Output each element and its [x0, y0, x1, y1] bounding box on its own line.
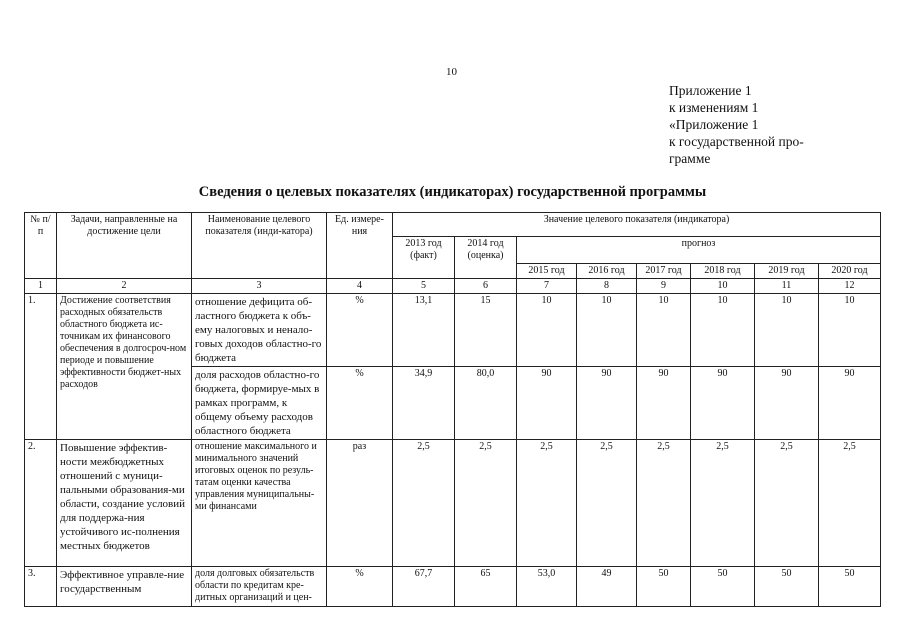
table-row	[25, 567, 881, 607]
indicator-name: доля долговых обязательств области по кредитам кре-дитных организаций и цен-	[192, 567, 327, 607]
header-task: Задачи, направленные на достижение цели	[57, 213, 192, 279]
column-number: 8	[577, 279, 637, 294]
column-number: 11	[755, 279, 819, 294]
page-number: 10	[446, 66, 457, 78]
indicator-name: отношение максимального и минимального значений итоговых оценок по резуль-татам оценки качества управления муниципальны-ми финансами	[192, 440, 327, 567]
row-number: 2.	[25, 440, 57, 567]
forecast-value: 2,5	[517, 440, 577, 567]
forecast-value: 2,5	[691, 440, 755, 567]
appendix-line: к государственной про-	[669, 134, 804, 149]
forecast-value: 53,0	[517, 567, 577, 607]
forecast-value: 10	[755, 294, 819, 367]
forecast-value: 10	[577, 294, 637, 367]
forecast-value: 2,5	[577, 440, 637, 567]
unit-cell: %	[327, 294, 393, 367]
indicator-name: отношение дефицита об-ластного бюджета к объ-ему налоговых и ненало-говых доходов областно-го бюджета	[192, 294, 327, 367]
column-number: 4	[327, 279, 393, 294]
forecast-value: 50	[819, 567, 881, 607]
column-number: 2	[57, 279, 192, 294]
header-year: 2017 год	[637, 264, 691, 279]
value-2014: 80,0	[455, 367, 517, 440]
forecast-value: 2,5	[637, 440, 691, 567]
column-number: 10	[691, 279, 755, 294]
value-2013: 2,5	[393, 440, 455, 567]
forecast-value: 2,5	[819, 440, 881, 567]
column-number-row	[25, 279, 881, 294]
forecast-value: 2,5	[755, 440, 819, 567]
value-2014: 15	[455, 294, 517, 367]
appendix-note	[669, 82, 804, 167]
header-value: Значение целевого показателя (индикатора)	[393, 213, 881, 237]
indicator-name: доля расходов областно-го бюджета, формируе-мых в рамках программ, к общему объему расходов областного бюджета	[192, 367, 327, 440]
forecast-value: 90	[691, 367, 755, 440]
table-row	[25, 294, 881, 367]
table-row	[25, 440, 881, 567]
forecast-value: 50	[637, 567, 691, 607]
header-year: 2015 год	[517, 264, 577, 279]
column-number: 3	[192, 279, 327, 294]
value-2013: 67,7	[393, 567, 455, 607]
appendix-line: грамме	[669, 151, 711, 166]
forecast-value: 10	[691, 294, 755, 367]
header-year: 2019 год	[755, 264, 819, 279]
unit-cell: %	[327, 567, 393, 607]
forecast-value: 90	[577, 367, 637, 440]
unit-cell: раз	[327, 440, 393, 567]
forecast-value: 90	[819, 367, 881, 440]
header-year: 2020 год	[819, 264, 881, 279]
value-2013: 13,1	[393, 294, 455, 367]
appendix-line: к изменениям 1	[669, 100, 759, 115]
column-number: 12	[819, 279, 881, 294]
forecast-value: 50	[691, 567, 755, 607]
forecast-value: 90	[755, 367, 819, 440]
column-number: 9	[637, 279, 691, 294]
header-no: № п/п	[25, 213, 57, 279]
forecast-value: 90	[637, 367, 691, 440]
forecast-value: 90	[517, 367, 577, 440]
header-year: 2016 год	[577, 264, 637, 279]
document-title: Сведения о целевых показателях (индикаторах) государственной программы	[198, 184, 707, 200]
value-2013: 34,9	[393, 367, 455, 440]
header-unit: Ед. измере-ния	[327, 213, 393, 279]
header-2014: 2014 год (оценка)	[455, 237, 517, 279]
forecast-value: 10	[819, 294, 881, 367]
header-year: 2018 год	[691, 264, 755, 279]
value-2014: 2,5	[455, 440, 517, 567]
indicators-table	[24, 212, 881, 607]
task-cell: Повышение эффектив-ности межбюджетных отношений с муници-пальными образования-ми области, создание условий для поддержа-ния устойчивого ис-полнения местных бюджетов	[57, 440, 192, 567]
forecast-value: 49	[577, 567, 637, 607]
column-number: 1	[25, 279, 57, 294]
appendix-line: Приложение 1	[669, 83, 752, 98]
column-number: 6	[455, 279, 517, 294]
forecast-value: 10	[637, 294, 691, 367]
header-indicator: Наименование целевого показателя (инди-катора)	[192, 213, 327, 279]
column-number: 5	[393, 279, 455, 294]
forecast-value: 10	[517, 294, 577, 367]
header-forecast: прогноз	[517, 237, 881, 264]
column-number: 7	[517, 279, 577, 294]
unit-cell: %	[327, 367, 393, 440]
appendix-line: «Приложение 1	[669, 117, 759, 132]
forecast-value: 50	[755, 567, 819, 607]
header-2013: 2013 год (факт)	[393, 237, 455, 279]
task-cell: Достижение соответствия расходных обязательств областного бюджета ис-точникам их финансового обеспечения в долгосроч-ном периоде и повышение эффективности бюджет-ных расходов	[57, 294, 192, 440]
row-number: 3.	[25, 567, 57, 607]
row-number: 1.	[25, 294, 57, 440]
value-2014: 65	[455, 567, 517, 607]
task-cell: Эффективное управле-ние государственным	[57, 567, 192, 607]
